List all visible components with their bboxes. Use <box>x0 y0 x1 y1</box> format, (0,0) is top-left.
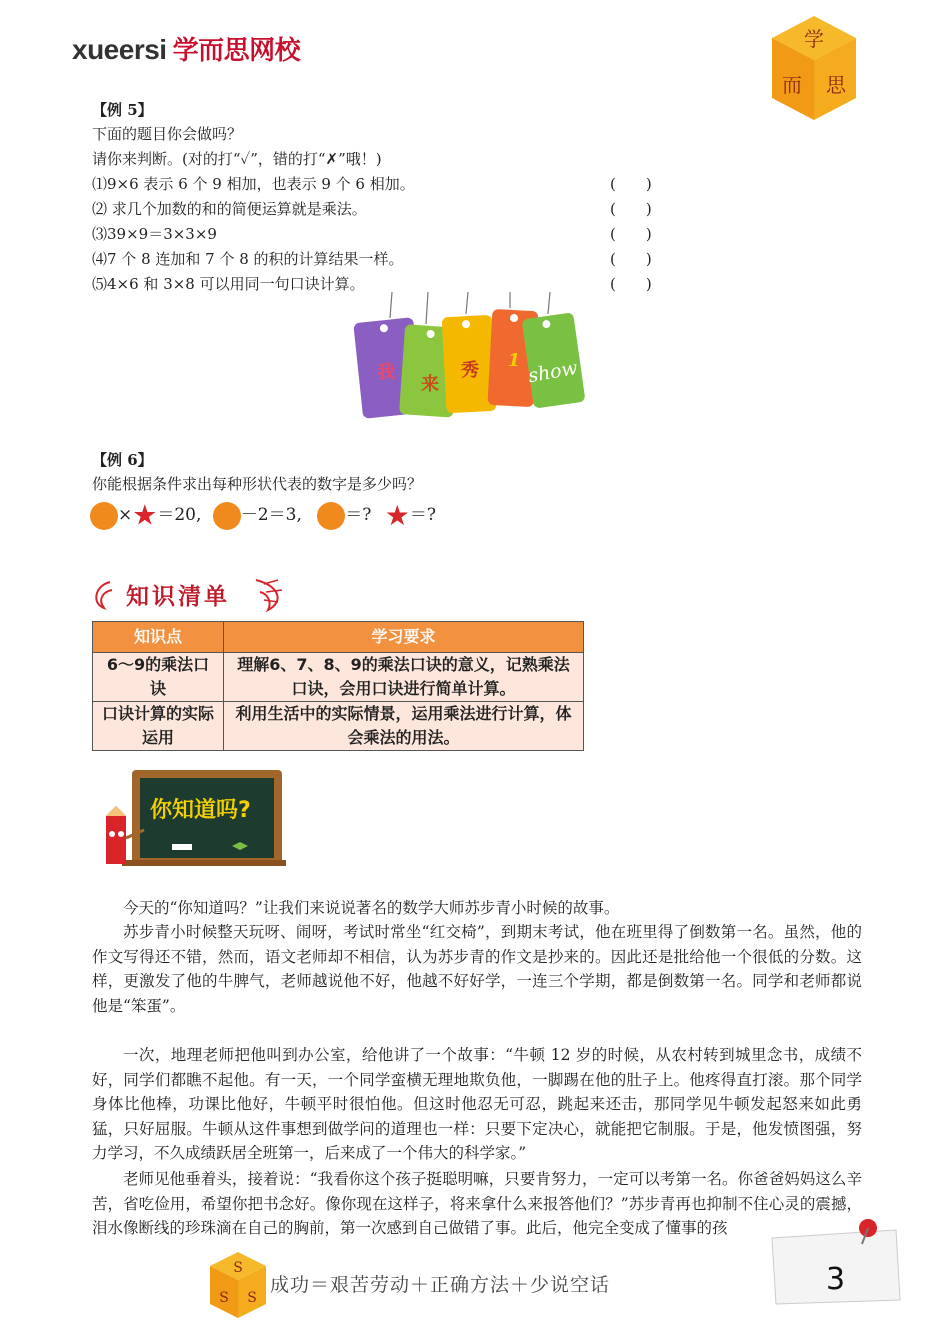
cube-char-3: 思 <box>826 73 846 97</box>
brand-logo <box>72 30 300 67</box>
ex6-equations <box>90 500 510 530</box>
knowledge-table <box>92 621 584 751</box>
table-cell: 理解6、7、8、9的乘法口诀的意义，记熟乘法口诀，会用口诀进行简单计算。 <box>224 653 584 702</box>
cube-s-3: S <box>247 1290 257 1306</box>
cube-char-1: 学 <box>804 27 824 51</box>
story-para-4: 老师见他垂着头，接着说：“我看你这个孩子挺聪明嘛，只要肯努力，一定可以考第一名。你爸爸妈妈这么辛苦，省吃俭用，希望你把书念好。像你现在这样子，将来拿什么来报答他们？”苏步青再也抑制不住心灵的震撼，泪水像断线的珍珠滴在自己的胸前，第一次感到自己做错了事。此后，他完全变成了懂事的孩 <box>92 1170 862 1237</box>
table-cell: 利用生活中的实际情景，运用乘法进行计算，体会乘法的用法。 <box>224 702 584 751</box>
show-tags-illustration <box>350 292 590 427</box>
page-number: 3 <box>826 1262 846 1297</box>
eq4: ＝? <box>409 505 437 525</box>
ex5-item-2: ⑵ 求几个加数的和的简便运算就是乘法。 <box>92 200 367 218</box>
ex5-intro2: 请你来判断。(对的打“✓”，错的打“✗”哦！) <box>92 150 382 168</box>
cube-char-2: 而 <box>782 73 802 97</box>
answer-blank-2[interactable]: ( ) <box>610 200 652 218</box>
ex5-item-1: ⑴9×6 表示 6 个 9 相加，也表示 9 个 6 相加。 <box>92 175 415 193</box>
ex5-intro1: 下面的题目你会做吗？ <box>92 125 243 143</box>
ex5-title: 【例 5】 <box>92 101 153 119</box>
circle-icon <box>317 502 345 530</box>
logo-cn: 学而思网校 <box>172 35 301 65</box>
eq1-result: ＝20, <box>157 505 202 525</box>
cube-s-1: S <box>233 1260 243 1276</box>
table-cell: 6～9的乘法口诀 <box>93 653 224 702</box>
answer-blank-5[interactable]: ( ) <box>610 275 652 293</box>
tag-3: 秀 <box>461 360 479 381</box>
tag-4: 1 <box>507 350 521 371</box>
knowledge-title: 知识清单 <box>126 584 230 610</box>
circle-icon <box>90 502 118 530</box>
ex6-title: 【例 6】 <box>92 451 153 469</box>
ex5-item-4: ⑷7 个 8 连加和 7 个 8 的积的计算结果一样。 <box>92 250 404 268</box>
story-para-2: 苏步青小时候整天玩呀、闹呀，考试时常坐“红交椅”，到期末考试，他在班里得了倒数第一名。虽然，他的作文写得还不错，然而，语文老师却不相信，认为苏步青的作文是抄来的。因此还是批给他一个很低的分数。这样，更激发了他的牛脾气，老师越说他不好，他越不好好学，一连三个学期，都是倒数第一名。同学和老师都说他是“笨蛋”。 <box>92 923 862 1015</box>
story-para-1: 今天的“你知道吗？”让我们来说说著名的数学大师苏步青小时候的故事。 <box>123 899 620 917</box>
table-cell: 口诀计算的实际运用 <box>93 702 224 751</box>
eq3: ＝? <box>345 505 372 525</box>
cube-s-2: S <box>219 1290 229 1306</box>
answer-blank-1[interactable]: ( ) <box>610 175 652 193</box>
chalkboard-title: 你知道吗? <box>150 798 251 823</box>
tag-2: 来 <box>421 374 439 395</box>
star-icon: ★ <box>132 498 158 532</box>
answer-blank-4[interactable]: ( ) <box>610 250 652 268</box>
tag-5: show <box>526 356 580 388</box>
star-icon: ★ <box>384 498 410 532</box>
answer-blank-3[interactable]: ( ) <box>610 225 652 243</box>
table-header: 知识点 <box>93 622 224 653</box>
story-para-3: 一次，地理老师把他叫到办公室，给他讲了一个故事：“牛顿 12 岁的时候，从农村转到城里念书，成绩不好，同学们都瞧不起他。有一天，一个同学蛮横无理地欺负他，一脚踢在他的肚子上。他疼得直打滚。那个同学身体比他棒，功课比他好，牛顿平时很怕他。但这时他忍无可忍，跳起来还击，那同学见牛顿发起怒来如此勇猛，只好屈服。牛顿从这件事想到做学问的道理也一样：只要下定决心，就能把它制服。于是，他发愤图强，努力学习，不久成绩跃居全班第一，后来成了一个伟大的科学家。” <box>92 1046 862 1162</box>
tag-1: 我 <box>377 362 395 383</box>
eq2: －2＝3, <box>240 505 302 525</box>
table-header: 学习要求 <box>224 622 584 653</box>
footer-motto: 成功＝艰苦劳动＋正确方法＋少说空话 <box>270 1274 611 1296</box>
ex5-item-3: ⑶39×9＝3×3×9 <box>92 225 217 243</box>
circle-icon <box>213 502 241 530</box>
ex5-item-5: ⑸4×6 和 3×8 可以用同一句口诀计算。 <box>92 275 365 293</box>
ex6-question: 你能根据条件求出每种形状代表的数字是多少吗？ <box>92 475 423 493</box>
sss-cube-icon <box>208 1250 268 1320</box>
cube-logo-icon <box>768 12 860 127</box>
eq1-op: × <box>118 505 133 525</box>
logo-en: xueersi <box>72 34 167 65</box>
